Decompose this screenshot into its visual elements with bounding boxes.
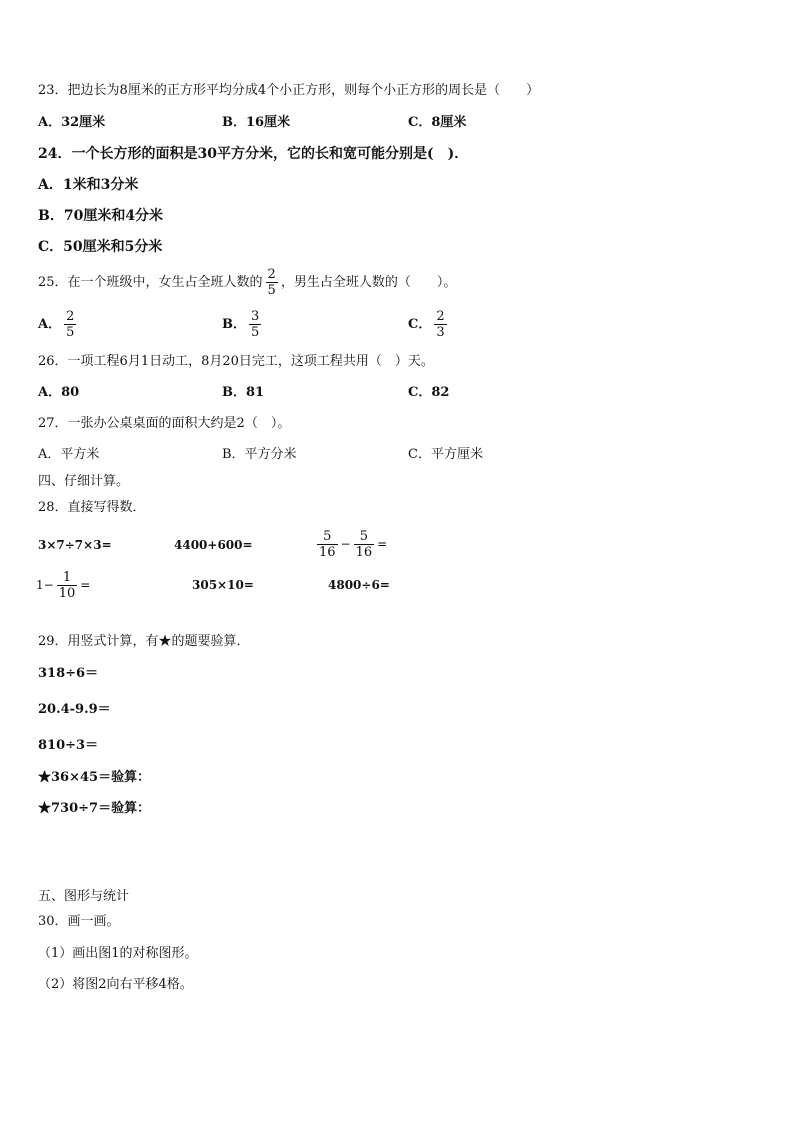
q29-item-4: ★36×45＝验算： xyxy=(38,770,151,785)
q25-option-c-label: C． xyxy=(408,317,432,332)
q30-sub-2: （2）将图2向右平移4格。 xyxy=(38,977,193,992)
q28-e3-op: − xyxy=(340,537,351,551)
q28-e4-den: 10 xyxy=(58,586,76,601)
q25-stem-after: ，男生占全班人数的（ ）。 xyxy=(280,275,457,290)
section-5-heading: 五、图形与统计 xyxy=(38,889,130,904)
section-4-heading: 四、仔细计算。 xyxy=(38,474,130,489)
q28-expr-1: 3×7÷7×3= xyxy=(38,538,112,552)
q28-e4-pre: 1− xyxy=(36,578,54,592)
q25-option-b xyxy=(222,306,264,344)
q28-e3-den1: 16 xyxy=(319,545,336,560)
q28-expr-6: 4800÷6= xyxy=(328,578,390,592)
q25-stem-fraction xyxy=(266,267,278,298)
q25-option-c-num: 2 xyxy=(436,309,445,324)
q24-option-b: B．70厘米和4分米 xyxy=(38,208,164,224)
q25-stem-before: 25．在一个班级中，女生占全班人数的 xyxy=(38,275,263,290)
q24-stem: 24．一个长方形的面积是30平方分米，它的长和宽可能分别是( )． xyxy=(38,146,469,162)
q26-stem: 26．一项工程6月1日动工，8月20日完工，这项工程共用（ ）天。 xyxy=(38,354,434,369)
q24-option-a: A．1米和3分米 xyxy=(38,177,139,193)
q28-e4-eq: = xyxy=(80,578,91,592)
q27-option-c: C．平方厘米 xyxy=(408,447,483,462)
q26-option-b: B．81 xyxy=(222,385,265,400)
q28-e3-num1: 5 xyxy=(323,529,332,544)
q27-stem: 27．一张办公桌桌面的面积大约是2（ ）。 xyxy=(38,416,291,431)
q28-expr-4 xyxy=(36,566,90,604)
q29-item-3: 810÷3＝ xyxy=(38,738,99,753)
q25-option-a-num: 2 xyxy=(66,309,75,324)
q25-stem xyxy=(38,264,456,302)
q25-option-a-den: 5 xyxy=(66,325,75,340)
q24-option-c: C．50厘米和5分米 xyxy=(38,239,163,255)
q28-e4-num: 1 xyxy=(62,570,72,585)
q28-expr-2: 4400+600= xyxy=(174,538,253,552)
q25-option-b-den: 5 xyxy=(251,325,260,340)
q28-stem: 28．直接写得数． xyxy=(38,500,146,515)
q26-option-c: C．82 xyxy=(408,385,450,400)
q23-option-b: B．16厘米 xyxy=(222,115,291,130)
q25-option-b-num: 3 xyxy=(251,309,260,324)
q30-sub-1: （1）画出图1的对称图形。 xyxy=(38,946,198,961)
q25-option-c-den: 3 xyxy=(436,325,445,340)
q28-e3-num2: 5 xyxy=(359,529,369,544)
q23-stem: 23．把边长为8厘米的正方形平均分成4个小正方形，则每个小正方形的周长是（ ） xyxy=(38,83,540,98)
q27-option-b: B．平方分米 xyxy=(222,447,297,462)
q28-e3-eq: = xyxy=(377,537,388,551)
q29-item-2: 20.4-9.9＝ xyxy=(38,702,111,717)
q23-option-c: C．8厘米 xyxy=(408,115,467,130)
q26-option-a: A．80 xyxy=(38,385,80,400)
q25-option-a-label: A． xyxy=(38,317,62,332)
q25-frac-num: 2 xyxy=(267,267,276,282)
q29-item-5: ★730÷7＝验算： xyxy=(38,801,151,816)
q25-option-b-label: B． xyxy=(222,317,246,332)
q28-expr-3 xyxy=(314,525,387,563)
q28-expr-5: 305×10= xyxy=(192,578,254,592)
q25-option-a xyxy=(38,306,79,344)
q23-option-a: A．32厘米 xyxy=(38,115,106,130)
q29-stem: 29．用竖式计算，有★的题要验算． xyxy=(38,634,250,649)
q27-option-a: A．平方米 xyxy=(38,447,100,462)
q29-item-1: 318÷6＝ xyxy=(38,666,99,681)
q30-stem: 30．画一画。 xyxy=(38,914,120,929)
q25-frac-den: 5 xyxy=(267,283,276,298)
q25-option-c xyxy=(408,306,450,344)
q28-e3-den2: 16 xyxy=(355,545,373,560)
